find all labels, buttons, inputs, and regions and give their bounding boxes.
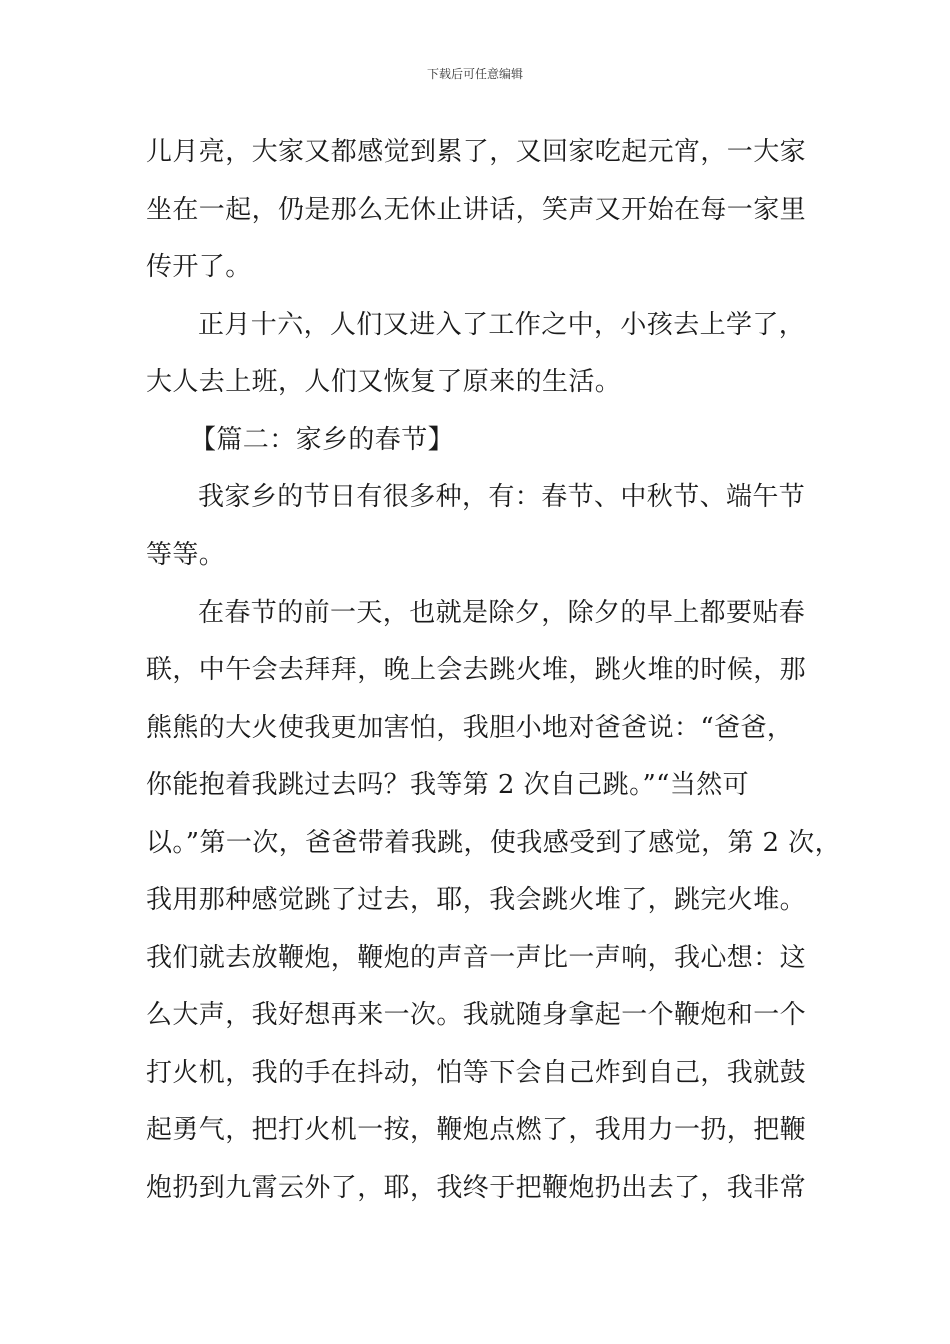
- body-line-12: 你能抱着我跳过去吗？我等第 2 次自己跳。”“当然可: [146, 770, 750, 800]
- body-line-2: 坐在一起，仍是那么无休止讲话，笑声又开始在每一家里: [146, 195, 807, 225]
- body-line-9: 在春节的前一天，也就是除夕，除夕的早上都要贴春: [198, 598, 806, 628]
- body-line-11: 熊熊的大火使我更加害怕，我胆小地对爸爸说：“爸爸，: [146, 713, 794, 743]
- body-line-14: 我用那种感觉跳了过去，耶，我会跳火堆了，跳完火堆。: [146, 885, 807, 915]
- body-line-17: 打火机，我的手在抖动，怕等下会自己炸到自己，我就鼓: [146, 1058, 807, 1088]
- page-header: 下载后可任意编辑: [426, 67, 523, 81]
- body-line-10: 联，中午会去拜拜，晚上会去跳火堆，跳火堆的时候，那: [146, 655, 807, 685]
- body-line-18: 起勇气，把打火机一按，鞭炮点燃了，我用力一扔，把鞭: [146, 1115, 807, 1145]
- body-line-5: 大人去上班，人们又恢复了原来的生活。: [146, 367, 622, 397]
- body-line-13: 以。”第一次，爸爸带着我跳，使我感受到了感觉，第 2 次，: [146, 828, 841, 858]
- body-line-15: 我们就去放鞭炮，鞭炮的声音一声比一声响，我心想：这: [146, 943, 807, 973]
- section-heading: 【篇二：家乡的春节】: [190, 425, 455, 455]
- body-line-16: 么大声，我好想再来一次。我就随身拿起一个鞭炮和一个: [146, 1000, 807, 1030]
- body-line-4: 正月十六，人们又进入了工作之中，小孩去上学了，: [198, 310, 806, 340]
- body-line-1: 儿月亮，大家又都感觉到累了，又回家吃起元宵，一大家: [146, 137, 807, 167]
- body-line-19: 炮扔到九霄云外了，耶，我终于把鞭炮扔出去了，我非常: [146, 1173, 807, 1203]
- body-line-3: 传开了。: [146, 252, 252, 282]
- body-line-7: 我家乡的节日有很多种，有：春节、中秋节、端午节: [198, 482, 806, 512]
- body-line-8: 等等。: [146, 540, 226, 570]
